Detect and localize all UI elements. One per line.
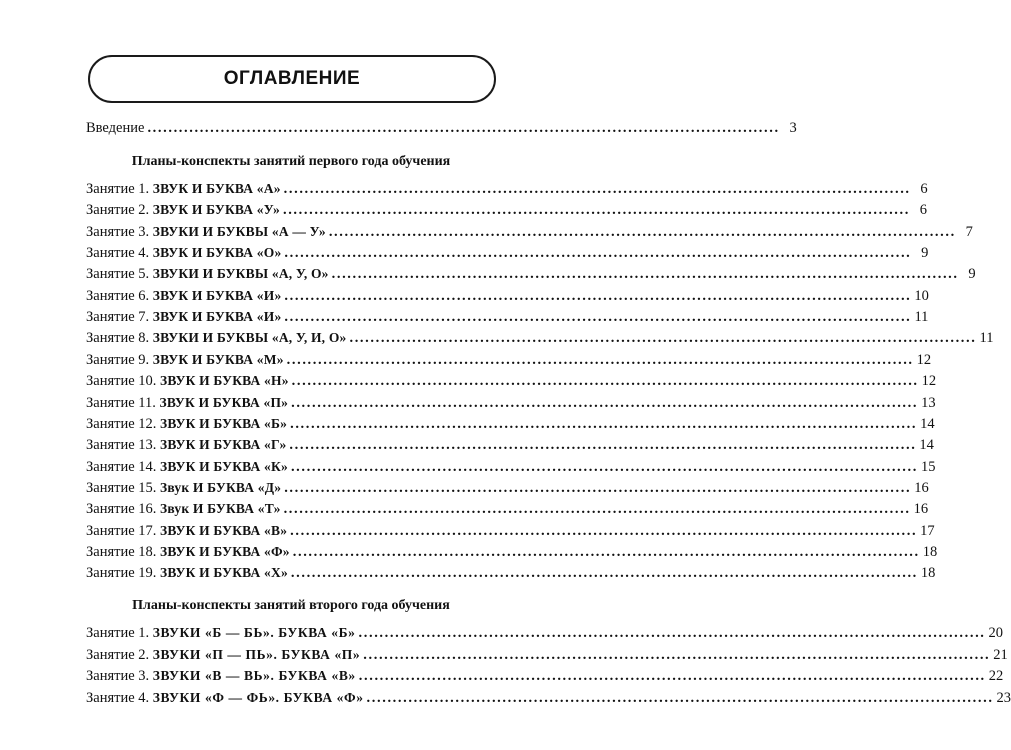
toc-page-number: 16 [914,479,929,496]
toc-entry-intro[interactable] [86,118,797,138]
toc-leader-dots: ........................................................................................................................ [363,646,991,663]
toc-page-number: 21 [993,646,1008,663]
toc-entry[interactable] [86,350,932,370]
toc-leader-dots: ........................................................................................................................ [284,479,912,496]
toc-lesson-number: Занятие 3. [86,668,150,684]
toc-entry-label [86,499,281,519]
toc-entry[interactable] [86,243,929,263]
toc-entry[interactable] [86,435,934,455]
toc-lesson-title: ЗВУК И БУКВА «И» [152,287,282,303]
toc-page-number: 23 [996,689,1011,706]
toc-leader-dots: ........................................................................................................................ [291,394,919,411]
toc-entry-label: Введение [86,120,145,136]
toc-entry[interactable] [86,499,929,519]
toc-entry[interactable] [86,542,938,562]
toc-leader-dots: ........................................................................................................................ [283,501,911,518]
toc-entry[interactable] [86,563,936,583]
toc-lesson-title: ЗВУК И БУКВА «Ф» [160,543,290,559]
toc-entry[interactable] [86,623,1004,643]
toc-entry-label [86,623,356,643]
toc-page-number: 12 [921,373,937,390]
toc-lesson-title: ЗВУКИ «П — ПЬ». БУКВА «П» [152,646,361,662]
toc-entry[interactable] [86,264,976,284]
toc-lesson-number: Занятие 5. [86,266,150,283]
toc-lesson-number: Занятие 13. [86,437,157,454]
toc-lesson-title: ЗВУКИ «В — ВЬ». БУКВА «В» [152,668,356,683]
toc-lesson-title: ЗВУК И БУКВА «У» [152,202,280,218]
toc-page-number: 9 [968,266,976,283]
toc-lesson-number: Занятие 15. [86,479,157,496]
toc-entry-label [86,328,346,348]
toc-entry-label [86,542,290,562]
toc-page-number: 3 [789,120,797,136]
toc-lesson-title: ЗВУК И БУКВА «А» [152,181,281,196]
toc-lesson-number: Занятие 16. [86,501,157,518]
toc-page-number: 9 [921,245,929,262]
toc-lesson-number: Занятие 4. [86,689,150,706]
toc-leader-dots: ........................................................................................................................ [284,287,912,304]
toc-leader-dots: ........................................................................................................................ [290,458,918,475]
toc-entry-label [86,478,281,498]
toc-page-number: 22 [988,668,1004,684]
toc-leader-dots: ........................................................................................................................ [282,202,910,219]
toc-lesson-title: Звук И БУКВА «Т» [160,501,281,517]
toc-entry[interactable] [86,478,929,498]
toc-page-number: 11 [914,309,929,326]
toc-lesson-number: Занятие 17. [86,522,157,539]
toc-entry[interactable] [86,666,1004,686]
toc-leader-dots: ........................................................................................................................ [289,437,917,454]
toc-lesson-number: Занятие 11. [86,394,156,411]
toc-entry-label [86,414,287,434]
toc-page-number: 18 [922,543,938,560]
toc-entry-label [86,243,281,263]
toc-entry-label [86,435,286,455]
toc-leader-dots: ........................................................................................................................ [290,415,918,432]
toc-page-number: 17 [920,522,935,539]
toc-page-number: 6 [919,202,927,219]
toc-lesson-number: Занятие 8. [86,330,150,347]
toc-entry[interactable] [86,371,937,391]
toc-lesson-number: Занятие 1. [86,181,150,197]
toc-lesson-number: Занятие 7. [86,309,150,326]
toc-page-number: 7 [965,223,973,240]
toc-entry[interactable] [86,393,936,413]
toc-leader-dots: ........................................................................................................................ [284,309,912,326]
toc-entry[interactable] [86,645,1008,665]
toc-lesson-title: ЗВУК И БУКВА «В» [160,522,288,538]
toc-lesson-title: ЗВУКИ «Б — БЬ». БУКВА «Б» [152,625,356,640]
toc-leader-dots: ........................................................................................................................ [358,668,986,684]
toc-lesson-title: ЗВУК И БУКВА «Б» [160,415,288,431]
toc-entry-label [86,666,356,686]
toc-entry-label [86,521,287,541]
page-title: ОГЛАВЛЕНИЕ [223,68,361,89]
toc-leader-dots: ........................................................................................................................ [366,689,994,706]
toc-page-number: 18 [920,565,936,582]
toc-leader-dots: ........................................................................................................................ [292,543,920,560]
toc-lesson-number: Занятие 6. [86,287,150,304]
toc-entry-label [86,645,360,665]
toc-entry-label [86,200,280,220]
toc-lesson-title: ЗВУК И БУКВА «П» [159,394,289,410]
toc-title-frame [88,55,496,103]
toc-leader-dots: ......................................................................................................................... [147,120,780,136]
toc-entry[interactable] [86,414,935,434]
toc-entry-label [86,457,288,477]
section-heading-year1: Планы-конспекты занятий первого года обучения [131,154,451,169]
toc-entry-label [86,393,288,413]
toc-entry-label [86,286,281,306]
toc-lesson-number: Занятие 12. [86,415,157,432]
toc-leader-dots: ........................................................................................................................ [349,330,977,347]
toc-page-number: 10 [914,287,929,304]
toc-leader-dots: ........................................................................................................................ [290,565,918,582]
toc-entry[interactable] [86,200,927,220]
toc-lesson-title: ЗВУК И БУКВА «И» [152,309,282,325]
toc-lesson-title: ЗВУКИ И БУКВЫ «А — У» [152,223,326,239]
toc-lesson-title: ЗВУК И БУКВА «Х» [160,565,288,581]
toc-lesson-title: ЗВУК И БУКВА «Г» [160,437,287,453]
toc-entry-label [86,307,281,327]
toc-entry-label [86,688,364,708]
toc-lesson-number: Занятие 2. [86,202,150,219]
toc-leader-dots: ........................................................................................................................ [284,245,912,262]
toc-lesson-title: ЗВУК И БУКВА «М» [152,351,284,367]
toc-page-number: 12 [916,351,932,368]
toc-page-number: 6 [920,181,928,197]
toc-leader-dots: ........................................................................................................................ [328,223,956,240]
toc-lesson-number: Занятие 4. [86,245,150,262]
toc-page-number: 20 [988,625,1004,641]
toc-leader-dots: ........................................................................................................................ [331,266,959,283]
toc-lesson-title: ЗВУК И БУКВА «О» [152,245,282,261]
toc-leader-dots: ........................................................................................................................ [291,373,919,390]
toc-lesson-title: ЗВУК И БУКВА «Н» [160,373,289,389]
toc-lesson-number: Занятие 19. [86,565,157,582]
toc-entry[interactable] [86,521,935,541]
toc-entry-label [86,179,281,199]
toc-lesson-number: Занятие 3. [86,223,150,240]
toc-lesson-title: Звук И БУКВА «Д» [160,479,282,495]
toc-entry-label [86,563,288,583]
toc-entry-label [86,264,329,284]
toc-page-number: 13 [921,394,936,411]
toc-lesson-number: Занятие 18. [86,543,157,560]
toc-entry-label [86,371,289,391]
toc-page-number: 15 [920,458,936,475]
toc-entry[interactable] [86,328,994,348]
toc-lesson-title: ЗВУКИ И БУКВЫ «А, У, И, О» [152,330,347,346]
toc-leader-dots: ........................................................................................................................ [358,625,986,641]
toc-entry[interactable] [86,457,936,477]
toc-lesson-title: ЗВУКИ «Ф — ФЬ». БУКВА «Ф» [152,689,364,705]
toc-leader-dots: ........................................................................................................................ [286,351,914,368]
toc-entry[interactable] [86,307,929,327]
toc-lesson-number: Занятие 9. [86,351,150,368]
toc-lesson-number: Занятие 1. [86,625,150,641]
toc-lesson-title: ЗВУК И БУКВА «К» [160,458,288,474]
toc-entry[interactable] [86,179,928,199]
section-heading-year2: Планы-конспекты занятий второго года обучения [132,598,450,613]
toc-leader-dots: ........................................................................................................................ [290,522,918,539]
toc-entry[interactable] [86,688,1011,708]
toc-entry-label [86,350,284,370]
toc-entry-label [86,222,326,242]
toc-page-number: 16 [913,501,929,518]
toc-entry[interactable] [86,286,929,306]
toc-page-number: 11 [979,330,994,347]
toc-entry[interactable] [86,222,973,242]
toc-lesson-number: Занятие 10. [86,373,157,390]
toc-lesson-number: Занятие 2. [86,646,150,663]
toc-page-number: 14 [920,415,935,432]
toc-page-number: 14 [919,437,934,454]
toc-leader-dots: ........................................................................................................................ [283,181,911,197]
toc-lesson-title: ЗВУКИ И БУКВЫ «А, У, О» [152,266,329,282]
toc-lesson-number: Занятие 14. [86,458,157,475]
